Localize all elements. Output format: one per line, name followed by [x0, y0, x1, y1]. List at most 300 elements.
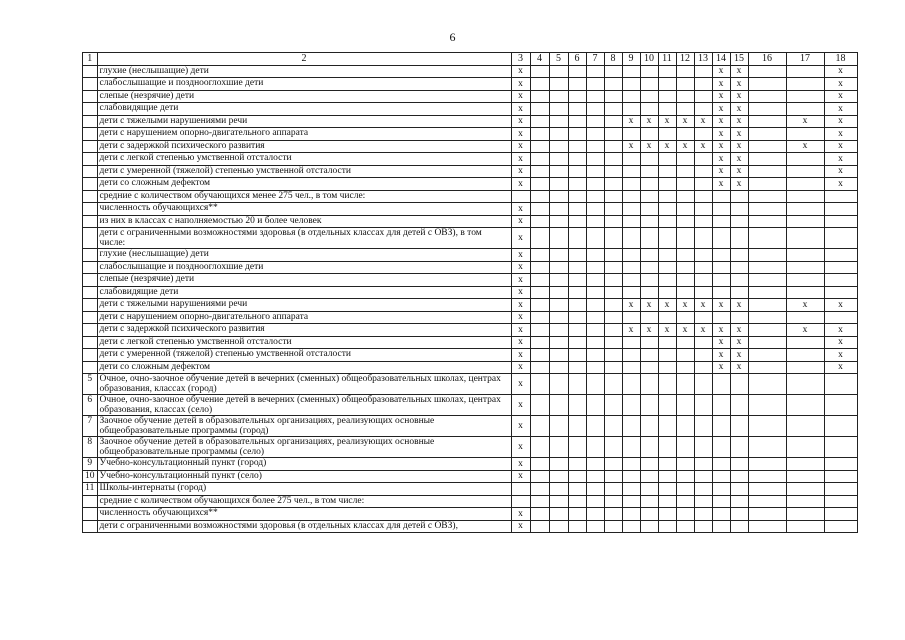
mark-cell [712, 437, 730, 458]
mark-cell [658, 311, 676, 324]
mark-cell: x [511, 140, 530, 153]
mark-cell [586, 437, 604, 458]
mark-cell [604, 140, 622, 153]
mark-cell [730, 495, 748, 508]
page-number: 6 [449, 30, 456, 44]
mark-cell [712, 249, 730, 262]
mark-cell [549, 361, 568, 374]
mark-cell [748, 215, 786, 228]
mark-cell [604, 103, 622, 116]
row-description: Заочное обучение детей в образовательных организациях, реализующих основные общеобразовательные программы (село) [97, 437, 511, 458]
mark-cell [748, 115, 786, 128]
mark-cell [694, 311, 712, 324]
mark-cell [730, 458, 748, 471]
mark-cell [640, 215, 658, 228]
mark-cell [586, 349, 604, 362]
table-row [83, 520, 858, 533]
mark-cell [549, 153, 568, 166]
mark-cell [694, 274, 712, 287]
mark-cell [712, 416, 730, 437]
mark-cell [730, 508, 748, 521]
mark-cell [586, 65, 604, 78]
mark-cell: x [712, 336, 730, 349]
header-cell: 14 [712, 53, 730, 66]
table-row [83, 228, 858, 249]
mark-cell [676, 274, 694, 287]
row-description: дети с задержкой психического развития [97, 140, 511, 153]
mark-cell [568, 361, 586, 374]
mark-cell: x [658, 324, 676, 337]
mark-cell [622, 311, 640, 324]
mark-cell [786, 261, 824, 274]
mark-cell [748, 178, 786, 191]
mark-cell [568, 165, 586, 178]
mark-cell: x [511, 65, 530, 78]
mark-cell [530, 215, 549, 228]
mark-cell [786, 215, 824, 228]
mark-cell [604, 78, 622, 91]
header-cell: 8 [604, 53, 622, 66]
mark-cell [549, 140, 568, 153]
mark-cell [730, 261, 748, 274]
mark-cell [694, 203, 712, 216]
mark-cell [622, 286, 640, 299]
mark-cell: x [511, 286, 530, 299]
mark-cell [604, 203, 622, 216]
mark-cell [622, 495, 640, 508]
row-number [83, 153, 98, 166]
mark-cell [786, 458, 824, 471]
data-table [82, 52, 858, 533]
table-row [83, 249, 858, 262]
row-number [83, 215, 98, 228]
mark-cell [568, 286, 586, 299]
mark-cell: x [730, 178, 748, 191]
mark-cell [730, 395, 748, 416]
mark-cell [604, 336, 622, 349]
mark-cell [748, 311, 786, 324]
mark-cell [658, 249, 676, 262]
mark-cell [604, 508, 622, 521]
mark-cell: x [676, 324, 694, 337]
mark-cell [586, 203, 604, 216]
mark-cell [568, 228, 586, 249]
mark-cell [658, 336, 676, 349]
mark-cell [604, 299, 622, 312]
mark-cell [676, 228, 694, 249]
row-description: из них в классах с наполняемостью 20 и более человек [97, 215, 511, 228]
mark-cell: x [694, 140, 712, 153]
mark-cell: x [658, 140, 676, 153]
mark-cell [568, 416, 586, 437]
mark-cell [511, 190, 530, 203]
mark-cell: x [676, 299, 694, 312]
row-number [83, 178, 98, 191]
mark-cell [824, 470, 857, 483]
mark-cell [712, 274, 730, 287]
mark-cell [676, 165, 694, 178]
mark-cell [730, 437, 748, 458]
mark-cell: x [511, 178, 530, 191]
mark-cell [694, 190, 712, 203]
mark-cell [640, 65, 658, 78]
mark-cell [658, 286, 676, 299]
mark-cell [658, 190, 676, 203]
table-row [83, 299, 858, 312]
mark-cell [640, 483, 658, 496]
header-cell: 4 [530, 53, 549, 66]
mark-cell: x [730, 140, 748, 153]
mark-cell [640, 90, 658, 103]
mark-cell [712, 483, 730, 496]
mark-cell [824, 228, 857, 249]
mark-cell [786, 153, 824, 166]
row-number [83, 508, 98, 521]
mark-cell [604, 215, 622, 228]
mark-cell: x [676, 140, 694, 153]
row-description: Школы-интернаты (город) [97, 483, 511, 496]
mark-cell: x [622, 115, 640, 128]
mark-cell [604, 65, 622, 78]
mark-cell [676, 153, 694, 166]
mark-cell [586, 103, 604, 116]
header-cell: 12 [676, 53, 694, 66]
mark-cell: x [511, 103, 530, 116]
row-number [83, 190, 98, 203]
mark-cell [694, 215, 712, 228]
mark-cell [568, 249, 586, 262]
mark-cell [622, 374, 640, 395]
row-number [83, 336, 98, 349]
mark-cell [568, 215, 586, 228]
mark-cell [676, 336, 694, 349]
mark-cell [586, 520, 604, 533]
header-cell: 18 [824, 53, 857, 66]
table-row [83, 140, 858, 153]
mark-cell [549, 128, 568, 141]
mark-cell [549, 65, 568, 78]
mark-cell: x [786, 299, 824, 312]
table-row [83, 90, 858, 103]
mark-cell [786, 78, 824, 91]
mark-cell [694, 437, 712, 458]
mark-cell: x [824, 336, 857, 349]
mark-cell: x [622, 140, 640, 153]
mark-cell: x [824, 65, 857, 78]
row-description: слабослышащие и позднооглохшие дети [97, 261, 511, 274]
mark-cell [658, 495, 676, 508]
mark-cell [640, 520, 658, 533]
mark-cell [748, 416, 786, 437]
mark-cell [568, 65, 586, 78]
mark-cell [640, 470, 658, 483]
mark-cell [748, 324, 786, 337]
mark-cell [694, 90, 712, 103]
mark-cell [658, 374, 676, 395]
table-row [83, 324, 858, 337]
mark-cell [824, 508, 857, 521]
mark-cell: x [511, 261, 530, 274]
mark-cell [530, 483, 549, 496]
mark-cell [530, 228, 549, 249]
mark-cell [640, 416, 658, 437]
mark-cell [586, 495, 604, 508]
table-row [83, 65, 858, 78]
mark-cell [530, 374, 549, 395]
mark-cell: x [730, 299, 748, 312]
mark-cell [568, 395, 586, 416]
mark-cell [748, 361, 786, 374]
mark-cell [824, 395, 857, 416]
row-description: дети с ограниченными возможностями здоровья (в отдельных классах для детей с ОВЗ), [97, 520, 511, 533]
mark-cell [824, 261, 857, 274]
mark-cell [640, 78, 658, 91]
mark-cell [604, 165, 622, 178]
row-number [83, 90, 98, 103]
mark-cell [748, 203, 786, 216]
mark-cell [676, 261, 694, 274]
mark-cell [694, 458, 712, 471]
mark-cell [786, 90, 824, 103]
mark-cell [640, 249, 658, 262]
mark-cell: x [712, 324, 730, 337]
mark-cell [568, 103, 586, 116]
header-cell: 2 [97, 53, 511, 66]
mark-cell [568, 483, 586, 496]
row-number: 8 [83, 437, 98, 458]
mark-cell [530, 299, 549, 312]
mark-cell [658, 458, 676, 471]
mark-cell: x [712, 153, 730, 166]
mark-cell [824, 286, 857, 299]
mark-cell [786, 103, 824, 116]
mark-cell: x [511, 311, 530, 324]
mark-cell [568, 520, 586, 533]
mark-cell [694, 78, 712, 91]
mark-cell [568, 437, 586, 458]
mark-cell [586, 274, 604, 287]
header-cell: 1 [83, 53, 98, 66]
mark-cell [604, 261, 622, 274]
header-cell: 3 [511, 53, 530, 66]
row-number: 9 [83, 458, 98, 471]
mark-cell [622, 128, 640, 141]
mark-cell [824, 374, 857, 395]
table-row [83, 416, 858, 437]
mark-cell: x [730, 65, 748, 78]
mark-cell [658, 349, 676, 362]
mark-cell [658, 65, 676, 78]
mark-cell [786, 336, 824, 349]
mark-cell: x [511, 508, 530, 521]
mark-cell [530, 458, 549, 471]
row-number [83, 520, 98, 533]
mark-cell: x [786, 115, 824, 128]
mark-cell [549, 249, 568, 262]
table-row [83, 336, 858, 349]
mark-cell [676, 78, 694, 91]
mark-cell [676, 249, 694, 262]
mark-cell [786, 203, 824, 216]
mark-cell [549, 336, 568, 349]
mark-cell [748, 458, 786, 471]
mark-cell [568, 470, 586, 483]
mark-cell [622, 274, 640, 287]
mark-cell [568, 299, 586, 312]
mark-cell [694, 249, 712, 262]
mark-cell [622, 508, 640, 521]
row-description: дети с тяжелыми нарушениями речи [97, 299, 511, 312]
mark-cell [786, 349, 824, 362]
mark-cell [586, 374, 604, 395]
mark-cell [586, 395, 604, 416]
row-number [83, 274, 98, 287]
mark-cell [549, 395, 568, 416]
mark-cell [586, 361, 604, 374]
mark-cell [786, 395, 824, 416]
mark-cell: x [824, 140, 857, 153]
mark-cell: x [511, 249, 530, 262]
mark-cell [549, 324, 568, 337]
mark-cell [786, 190, 824, 203]
mark-cell [640, 395, 658, 416]
mark-cell [748, 274, 786, 287]
mark-cell [622, 261, 640, 274]
mark-cell [568, 274, 586, 287]
mark-cell [622, 249, 640, 262]
mark-cell: x [712, 115, 730, 128]
mark-cell: x [712, 178, 730, 191]
mark-cell [530, 140, 549, 153]
row-description: Заочное обучение детей в образовательных организациях, реализующих основные общеобразовательные программы (город) [97, 416, 511, 437]
mark-cell [604, 115, 622, 128]
mark-cell: x [511, 153, 530, 166]
row-description: дети с нарушением опорно-двигательного аппарата [97, 128, 511, 141]
mark-cell [549, 286, 568, 299]
mark-cell [730, 228, 748, 249]
mark-cell [511, 483, 530, 496]
mark-cell [748, 483, 786, 496]
mark-cell: x [730, 90, 748, 103]
row-description: дети с ограниченными возможностями здоровья (в отдельных классах для детей с ОВЗ), в том числе: [97, 228, 511, 249]
mark-cell [549, 261, 568, 274]
mark-cell [586, 470, 604, 483]
mark-cell [604, 361, 622, 374]
mark-cell [824, 458, 857, 471]
mark-cell [712, 374, 730, 395]
mark-cell [549, 458, 568, 471]
mark-cell [694, 103, 712, 116]
mark-cell: x [824, 299, 857, 312]
row-number: 5 [83, 374, 98, 395]
mark-cell [730, 286, 748, 299]
mark-cell [658, 261, 676, 274]
mark-cell: x [824, 361, 857, 374]
mark-cell: x [622, 299, 640, 312]
mark-cell [786, 437, 824, 458]
mark-cell [549, 374, 568, 395]
mark-cell [586, 115, 604, 128]
mark-cell [530, 153, 549, 166]
row-number [83, 203, 98, 216]
mark-cell [640, 458, 658, 471]
mark-cell [694, 128, 712, 141]
mark-cell [586, 261, 604, 274]
mark-cell: x [511, 128, 530, 141]
mark-cell [748, 349, 786, 362]
mark-cell [640, 103, 658, 116]
mark-cell: x [511, 324, 530, 337]
mark-cell: x [511, 520, 530, 533]
row-description: средние с количеством обучающихся менее 275 чел., в том числе: [97, 190, 511, 203]
mark-cell [712, 203, 730, 216]
mark-cell [748, 508, 786, 521]
mark-cell [586, 311, 604, 324]
mark-cell [676, 416, 694, 437]
mark-cell [748, 249, 786, 262]
mark-cell [694, 520, 712, 533]
mark-cell [658, 78, 676, 91]
mark-cell [694, 483, 712, 496]
mark-cell: x [712, 349, 730, 362]
mark-cell: x [676, 115, 694, 128]
mark-cell [786, 178, 824, 191]
mark-cell [658, 103, 676, 116]
mark-cell: x [786, 140, 824, 153]
mark-cell [658, 153, 676, 166]
mark-cell [530, 508, 549, 521]
row-description: слабовидящие дети [97, 286, 511, 299]
mark-cell [549, 165, 568, 178]
mark-cell [748, 286, 786, 299]
row-description: слепые (незрячие) дети [97, 90, 511, 103]
mark-cell [658, 470, 676, 483]
table-row [83, 361, 858, 374]
mark-cell [694, 336, 712, 349]
mark-cell [604, 458, 622, 471]
mark-cell [568, 178, 586, 191]
mark-cell [676, 458, 694, 471]
mark-cell [824, 203, 857, 216]
mark-cell [586, 416, 604, 437]
mark-cell [676, 470, 694, 483]
mark-cell [622, 458, 640, 471]
mark-cell [786, 311, 824, 324]
header-cell: 7 [586, 53, 604, 66]
mark-cell [622, 336, 640, 349]
mark-cell: x [730, 349, 748, 362]
mark-cell [748, 128, 786, 141]
mark-cell [640, 153, 658, 166]
header-cell: 5 [549, 53, 568, 66]
mark-cell [549, 416, 568, 437]
row-description: глухие (неслышащие) дети [97, 249, 511, 262]
mark-cell [604, 153, 622, 166]
mark-cell [568, 78, 586, 91]
mark-cell: x [730, 165, 748, 178]
row-number [83, 261, 98, 274]
mark-cell [549, 203, 568, 216]
mark-cell [658, 508, 676, 521]
mark-cell: x [730, 153, 748, 166]
mark-cell: x [712, 128, 730, 141]
mark-cell: x [730, 128, 748, 141]
header-cell: 10 [640, 53, 658, 66]
mark-cell [530, 103, 549, 116]
mark-cell [786, 249, 824, 262]
mark-cell [748, 520, 786, 533]
mark-cell [622, 153, 640, 166]
